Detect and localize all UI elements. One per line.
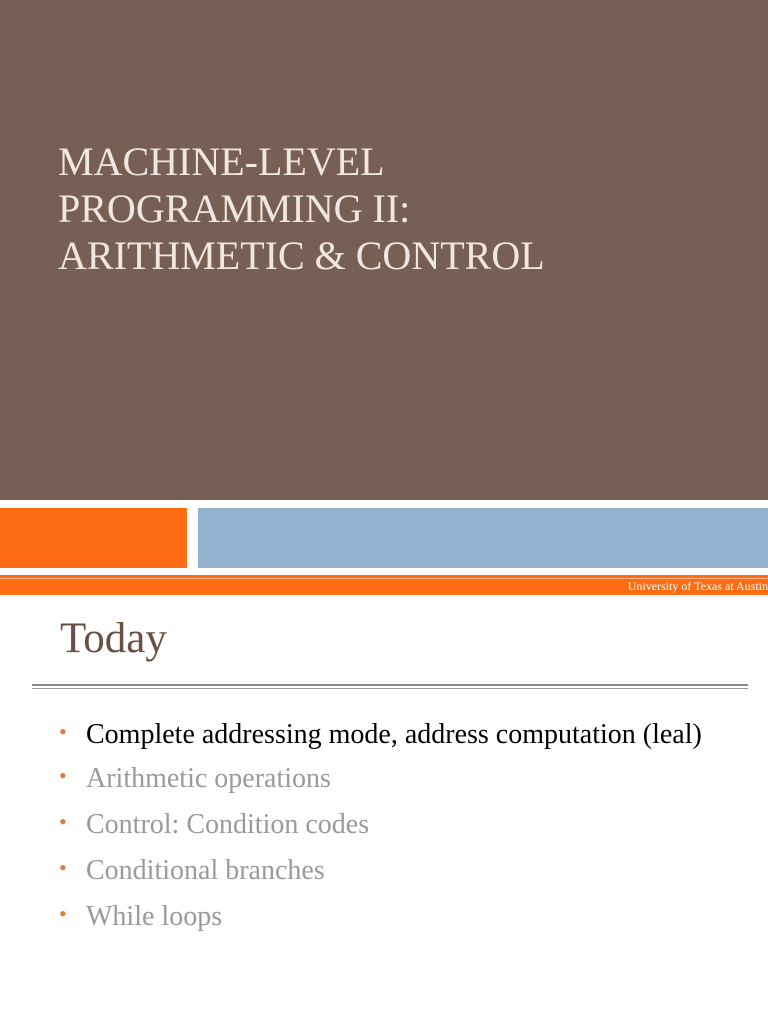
bullet-icon: • xyxy=(59,855,67,880)
agenda-item-text: Control: Condition codes xyxy=(86,809,370,840)
blue-accent-bar xyxy=(198,508,768,568)
footer-institution: University of Texas at Austin xyxy=(627,579,768,593)
title-block xyxy=(0,0,768,500)
bullet-icon: • xyxy=(59,763,67,788)
agenda-item-text: Conditional branches xyxy=(86,855,325,886)
agenda-item xyxy=(58,761,738,797)
title-rule-thin xyxy=(32,688,748,689)
agenda-item xyxy=(58,899,738,935)
bullet-icon: • xyxy=(59,809,67,834)
slide-title-line-1: MACHINE-LEVEL xyxy=(58,139,385,184)
agenda-item-text: Complete addressing mode, address computation (leal) xyxy=(86,719,702,750)
bullet-icon: • xyxy=(59,719,67,744)
agenda-list xyxy=(58,717,738,945)
title-rule xyxy=(32,684,748,686)
agenda-slide xyxy=(0,595,768,1024)
orange-accent-bar xyxy=(0,508,187,568)
slide-title-line-3: ARITHMETIC & CONTROL xyxy=(58,233,545,278)
agenda-item-text: While loops xyxy=(86,901,223,932)
agenda-item xyxy=(58,807,738,843)
bullet-icon: • xyxy=(59,901,67,926)
agenda-title: Today xyxy=(60,615,167,662)
agenda-item xyxy=(58,717,738,753)
slide-title xyxy=(58,138,748,279)
agenda-item xyxy=(58,853,738,889)
slide-title-line-2: PROGRAMMING II: xyxy=(58,186,411,231)
agenda-item-text: Arithmetic operations xyxy=(86,763,331,794)
